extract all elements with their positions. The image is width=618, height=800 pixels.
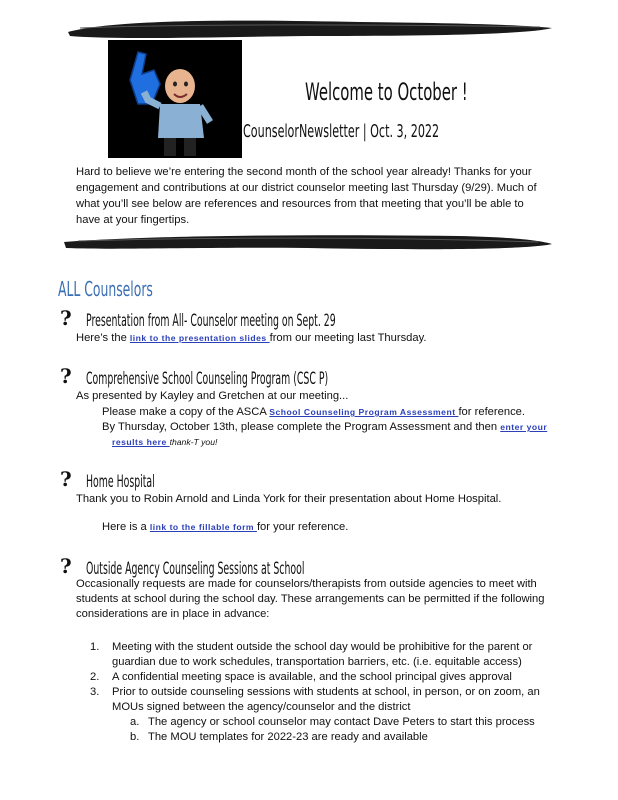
list-item-2: A confidential meeting space is available, and the school principal gives approval [112, 671, 512, 683]
sublist-letter: a. [130, 716, 140, 728]
newsletter-title: Welcome to October ! [305, 78, 468, 106]
list-item-1-line-1: Meeting with the student outside the school day would be prohibitive for the parent or [112, 641, 533, 653]
avatar-foam-finger-icon [108, 40, 242, 158]
home-hospital-bullet [92, 520, 348, 537]
list-item-3-line-1: Prior to outside counseling sessions with students at school, in person, or on zoom, an [112, 686, 540, 698]
sublist-item-b: The MOU templates for 2022-23 are ready and available [148, 731, 428, 743]
fillable-form-link[interactable]: link to the fillable form [149, 522, 257, 532]
list-number: 3. [90, 686, 100, 698]
assessment-link[interactable]: School Counseling Program Assessment [269, 407, 459, 417]
sublist-item-a: The agency or school counselor may contact Dave Peters to start this process [148, 716, 535, 728]
list-number: 2. [90, 671, 100, 683]
list-item-3-line-2: MOUs signed between the agency/counselor and the district [112, 701, 411, 713]
cscp-bullet-2-cont [112, 435, 217, 451]
intro-paragraph: Hard to believe we’re entering the second month of the school year already! Thanks for your engagement and contributions at our district counselor meeting last Thursday (9/29). Much of what you’ll see below are references and resources from that meeting that you’ll be able to have at your fingertips. [76, 166, 537, 226]
outside-agency-line-3: considerations are in place in advance: [76, 608, 270, 620]
middle-brush-divider [58, 228, 558, 256]
home-hospital-bullet-after: for your reference. [256, 521, 349, 533]
presentation-text-before: Here’s the [76, 332, 130, 344]
section-heading-presentation: Presentation from All- Counselor meeting on Sept. 29 [86, 311, 336, 331]
list-item-1-line-2: guardian due to work schedules, transportation barriers, etc. (i.e. equitable access) [112, 656, 522, 668]
all-counselors-heading: ALL Counselors [58, 277, 153, 301]
list-number: 1. [90, 641, 100, 653]
avatar-banner [108, 40, 242, 158]
presentation-slides-link[interactable]: link to the presentation slides [129, 333, 270, 343]
enter-results-link[interactable]: enter your [500, 422, 548, 432]
presentation-paragraph [76, 331, 427, 347]
enter-results-link-cont[interactable]: results here [112, 437, 170, 447]
question-mark-icon: ? [60, 467, 72, 491]
presentation-text-after: from our meeting last Thursday. [269, 332, 427, 344]
considerations-list [90, 640, 560, 760]
section-heading-home-hospital: Home Hospital [86, 472, 155, 492]
cscp-bullet-2-before: By Thursday, October 13th, please complete the Program Assessment and then [102, 421, 501, 433]
outside-agency-line-2: students at school during the school day. These arrangements can be permitted if the following [76, 593, 545, 605]
question-mark-icon: ? [60, 306, 72, 330]
newsletter-subtitle: CounselorNewsletter | Oct. 3, 2022 [243, 121, 440, 142]
section-heading-cscp: Comprehensive School Counseling Program (CSC P) [86, 369, 329, 389]
home-hospital-paragraph: Thank you to Robin Arnold and Linda York for their presentation about Home Hospital. [76, 493, 502, 505]
section-heading-outside-agency: Outside Agency Counseling Sessions at School [86, 559, 305, 579]
cscp-bullet-1-before: Please make a copy of the ASCA [102, 406, 270, 418]
question-mark-icon: ? [60, 554, 72, 578]
sublist-letter: b. [130, 731, 140, 743]
cscp-bullet-1-after: for reference. [458, 406, 525, 418]
outside-agency-line-1: Occasionally requests are made for counselors/therapists from outside agencies to meet with [76, 578, 537, 590]
cscp-paragraph: As presented by Kayley and Gretchen at our meeting... [76, 390, 349, 402]
thank-you-note: thank-T you! [169, 437, 218, 447]
question-mark-icon: ? [60, 364, 72, 388]
home-hospital-bullet-before: Here is a [102, 521, 150, 533]
